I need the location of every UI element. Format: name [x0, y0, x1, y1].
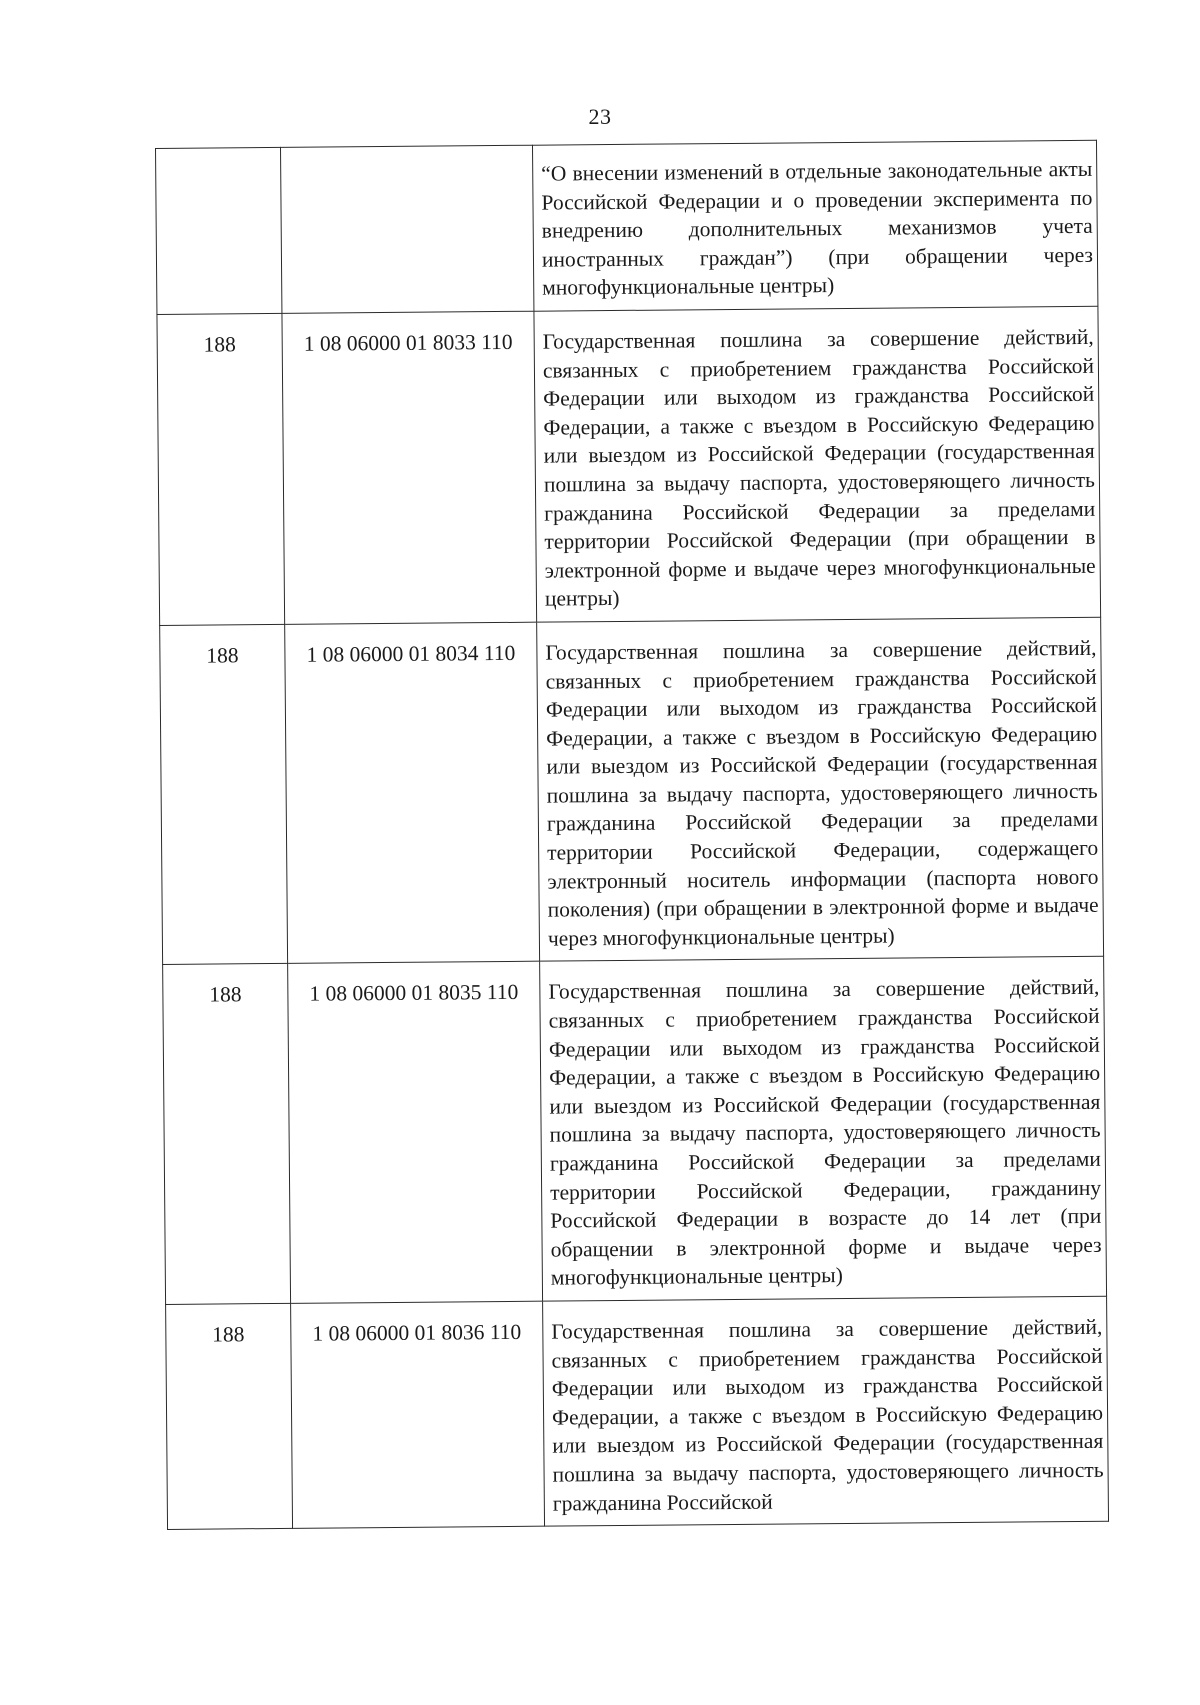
admin-code-cell: 188 — [166, 1303, 293, 1529]
description-cell: Государственная пошлина за совершение действий, связанных с приобретением гражданства Российской Федерации или выходом из гражданства Российской Федерации, а также с въездом в Российскую Федерацию или выездом из Российской Федерации (государственная пошлина за выдачу паспорта, удостоверяющего личность гражданина Российской — [543, 1296, 1109, 1526]
page-number: 23 — [588, 104, 612, 129]
table-row — [157, 306, 1101, 625]
table-row — [160, 617, 1104, 965]
admin-code-cell: 188 — [163, 964, 291, 1305]
admin-code-cell — [156, 147, 282, 314]
table-row — [163, 957, 1107, 1305]
description-cell: “О внесении изменений в отдельные законодательные акты Российской Федерации и о проведении эксперимента по внедрению дополнительных механизмов учета иностранных граждан”) (при обращении через многофункциональные центры) — [532, 140, 1097, 311]
budget-code-cell — [280, 145, 533, 313]
budget-code-cell: 1 08 06000 01 8034 110 — [285, 622, 540, 964]
budget-code-cell: 1 08 06000 01 8036 110 — [291, 1301, 545, 1528]
admin-code-cell: 188 — [157, 313, 285, 625]
budget-code-cell: 1 08 06000 01 8035 110 — [288, 962, 543, 1304]
fee-code-table — [155, 140, 1109, 1530]
table-row — [166, 1296, 1109, 1529]
budget-code-cell: 1 08 06000 01 8033 110 — [282, 311, 537, 624]
description-cell: Государственная пошлина за совершение действий, связанных с приобретением гражданства Российской Федерации или выходом из гражданства Российской Федерации, а также с въездом в Российскую Федерацию или выездом из Российской Федерации (государственная пошлина за выдачу паспорта, удостоверяющего личность гражданина Российской Федерации за пределами территории Российской Федерации, содержащего электронный носитель информации (паспорта нового поколения) (при обращении в электронной форме и выдаче через многофункциональные центры) — [537, 617, 1104, 961]
description-cell: Государственная пошлина за совершение действий, связанных с приобретением гражданства Российской Федерации или выходом из гражданства Российской Федерации, а также с въездом в Российскую Федерацию или выездом из Российской Федерации (государственная пошлина за выдачу паспорта, удостоверяющего личность гражданина Российской Федерации за пределами территории Российской Федерации, гражданину Российской Федерации в возрасте до 14 лет (при обращении в электронной форме и выдаче через многофункциональные центры) — [540, 957, 1107, 1301]
description-cell: Государственная пошлина за совершение действий, связанных с приобретением гражданства Российской Федерации или выходом из гражданства Российской Федерации, а также с въездом в Российскую Федерацию или выездом из Российской Федерации (государственная пошлина за выдачу паспорта, удостоверяющего личность гражданина Российской Федерации за пределами территории Российской Федерации (при обращении в электронной форме и выдаче через многофункциональные центры) — [534, 306, 1101, 622]
table-row — [156, 140, 1098, 314]
admin-code-cell: 188 — [160, 624, 288, 965]
